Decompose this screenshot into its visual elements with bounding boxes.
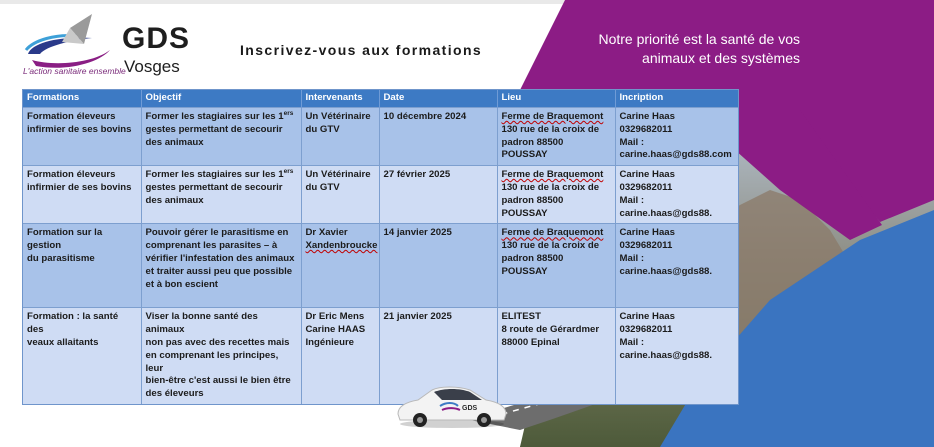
cell-inscription: Carine Haas 0329682011 Mail : carine.haas@gds88. xyxy=(615,224,738,308)
header-inscription: Incription xyxy=(615,90,738,108)
header-formations: Formations xyxy=(23,90,141,108)
email-link[interactable]: carine.haas@gds88. xyxy=(619,349,713,361)
cell-intervenants: Un Vétérinaire du GTV xyxy=(301,108,379,166)
cell-date: 21 janvier 2025 xyxy=(379,308,497,404)
brand-tagline: L'action sanitaire ensemble xyxy=(23,66,126,76)
training-table xyxy=(23,90,738,404)
cell-inscription: Carine Haas 0329682011 Mail : carine.haas@gds88.com xyxy=(615,108,738,166)
cell-objectif: Former les stagiaires sur les 1ers gestes permettant de secourir des animaux xyxy=(141,166,301,224)
table-header-row xyxy=(23,90,738,108)
cell-date: 14 janvier 2025 xyxy=(379,224,497,308)
cell-date: 27 février 2025 xyxy=(379,166,497,224)
email-link[interactable]: carine.haas@gds88.com xyxy=(619,149,732,161)
cell-formation: Formation sur la gestion du parasitisme xyxy=(23,224,141,308)
email-link[interactable]: carine.haas@gds88. xyxy=(619,207,713,219)
cell-lieu: Ferme de Braquemont 130 rue de la croix de padron 88500 POUSSAY xyxy=(497,108,615,166)
cell-formation: Formation éleveurs infirmier de ses bovins xyxy=(23,108,141,166)
car-icon xyxy=(392,380,512,430)
header-objectif: Objectif xyxy=(141,90,301,108)
table-row xyxy=(23,224,738,308)
slogan xyxy=(560,30,800,68)
page-headline: Inscrivez-vous aux formations xyxy=(240,42,483,58)
header-lieu: Lieu xyxy=(497,90,615,108)
cell-formation: Formation : la santé des veaux allaitants xyxy=(23,308,141,404)
brand-name: GDS xyxy=(122,22,191,55)
cell-lieu: Ferme de Braquemont 130 rue de la croix de padron 88500 POUSSAY xyxy=(497,224,615,308)
brand-subname: Vosges xyxy=(124,57,180,76)
cell-intervenants: Dr Eric Mens Carine HAAS Ingénieure xyxy=(301,308,379,404)
header-intervenants: Intervenants xyxy=(301,90,379,108)
cell-date: 10 décembre 2024 xyxy=(379,108,497,166)
cell-objectif: Pouvoir gérer le parasitisme en comprenant les parasites – à vérifier l'infestation des animaux et traiter aussi peu que possible et à bon escient xyxy=(141,224,301,308)
cell-inscription: Carine Haas 0329682011 Mail : carine.haas@gds88. xyxy=(615,308,738,404)
cell-lieu: Ferme de Braquemont 130 rue de la croix de padron 88500 POUSSAY xyxy=(497,166,615,224)
email-link[interactable]: carine.haas@gds88. xyxy=(619,265,713,277)
car-logo-text: GDS xyxy=(462,405,478,412)
cell-formation: Formation éleveurs infirmier de ses bovins xyxy=(23,166,141,224)
cell-intervenants: Un Vétérinaire du GTV xyxy=(301,166,379,224)
cell-intervenants: Dr Xavier Xandenbroucke xyxy=(301,224,379,308)
slogan-line-2: animaux et des systèmes xyxy=(642,50,800,66)
cell-inscription: Carine Haas 0329682011 Mail : carine.haas@gds88. xyxy=(615,166,738,224)
table-row xyxy=(23,108,738,166)
slogan-line-1: Notre priorité est la santé de vos xyxy=(598,31,800,47)
table-row xyxy=(23,166,738,224)
table-row xyxy=(23,308,738,404)
header-date: Date xyxy=(379,90,497,108)
cell-objectif: Viser la bonne santé des animaux non pas avec des recettes mais en comprenant les principes, leur bien-être c'est aussi le bien être des éleveurs xyxy=(141,308,301,404)
cell-objectif: Former les stagiaires sur les 1ers gestes permettant de secourir des animaux xyxy=(141,108,301,166)
cell-lieu: ELITEST 8 route de Gérardmer 88000 Epinal xyxy=(497,308,615,404)
